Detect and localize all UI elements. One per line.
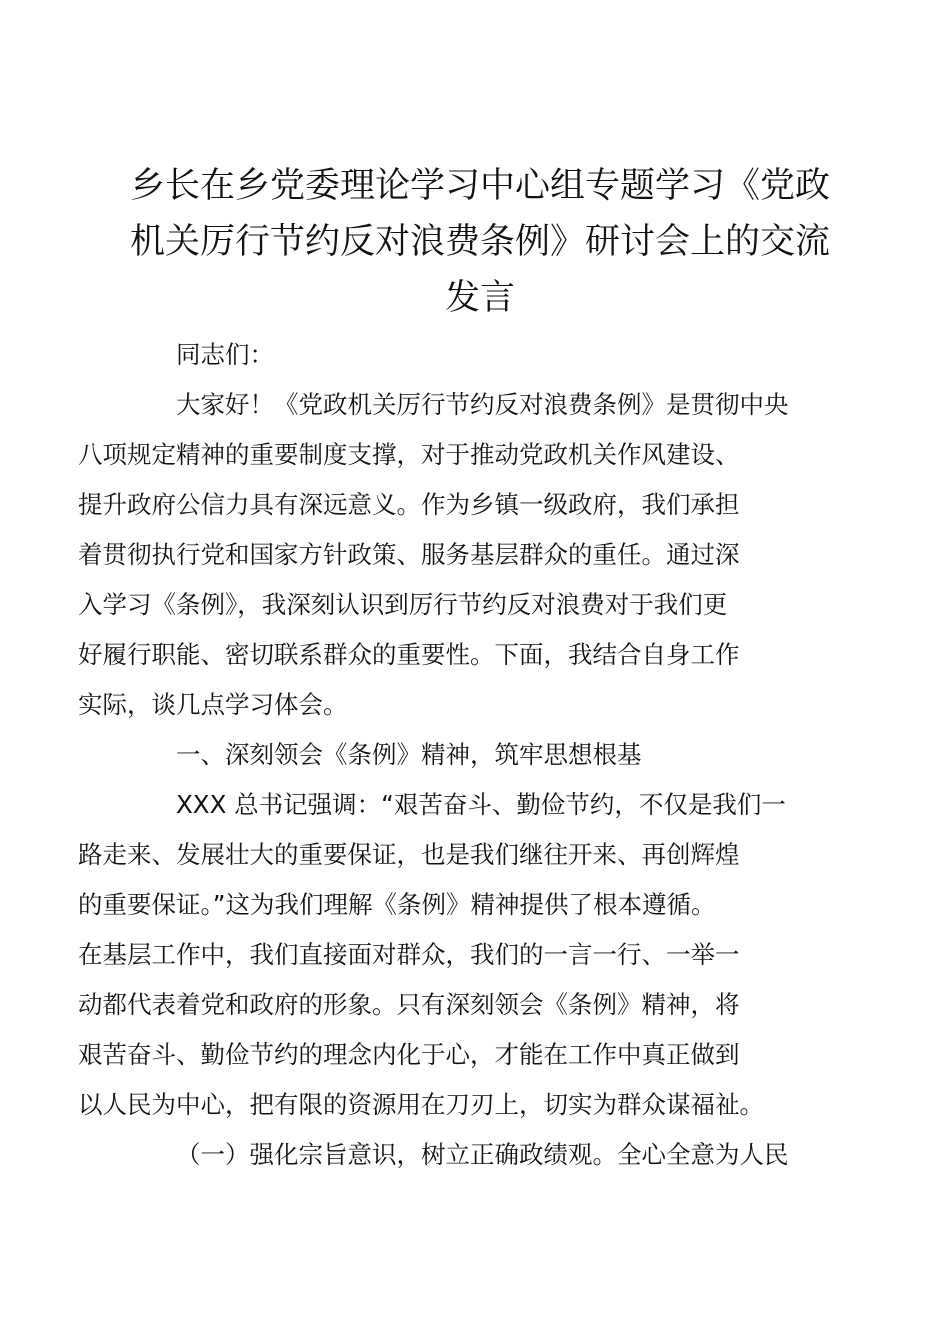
paragraph-line: 艰苦奋斗、勤俭节约的理念内化于心，才能在工作中真正做到 bbox=[78, 1040, 740, 1069]
subsection-paragraph: （一）强化宗旨意识，树立正确政绩观。全心全意为人民 bbox=[176, 1140, 789, 1169]
section-paragraph bbox=[78, 780, 837, 1130]
title-line: 乡长在乡党委理论学习中心组专题学习《党政 bbox=[129, 166, 830, 206]
title-line: 发言 bbox=[444, 278, 515, 318]
salutation: 同志们： bbox=[176, 340, 274, 369]
paragraph-line: 八项规定精神的重要制度支撑，对于推动党政机关作风建设、 bbox=[78, 440, 740, 469]
section-heading: 一、深刻领会《条例》精神，筑牢思想根基 bbox=[176, 740, 642, 769]
paragraph-line: 入学习《条例》，我深刻认识到厉行节约反对浪费对于我们更 bbox=[78, 590, 728, 619]
document-title bbox=[120, 158, 840, 326]
paragraph-line: 大家好！《党政机关厉行节约反对浪费条例》是贯彻中央 bbox=[176, 390, 789, 419]
paragraph-line: 路走来、发展壮大的重要保证，也是我们继往开来、再创辉煌 bbox=[78, 840, 740, 869]
intro-paragraph bbox=[78, 380, 837, 730]
paragraph-line: 实际，谈几点学习体会。 bbox=[78, 690, 348, 719]
paragraph-line: XXX 总书记强调：“艰苦奋斗、勤俭节约，不仅是我们一 bbox=[176, 790, 786, 819]
document-body bbox=[78, 330, 837, 1180]
paragraph-line: 动都代表着党和政府的形象。只有深刻领会《条例》精神，将 bbox=[78, 990, 740, 1019]
paragraph-line: 提升政府公信力具有深远意义。作为乡镇一级政府，我们承担 bbox=[78, 490, 740, 519]
paragraph-line: 好履行职能、密切联系群众的重要性。下面，我结合自身工作 bbox=[78, 640, 740, 669]
paragraph-line: 在基层工作中，我们直接面对群众，我们的一言一行、一举一 bbox=[78, 940, 740, 969]
title-line: 机关厉行节约反对浪费条例》研讨会上的交流 bbox=[129, 222, 830, 262]
paragraph-line: 的重要保证。”这为我们理解《条例》精神提供了根本遵循。 bbox=[78, 890, 716, 919]
paragraph-line: 以人民为中心，把有限的资源用在刀刃上，切实为群众谋福祉。 bbox=[78, 1090, 764, 1119]
paragraph-line: 着贯彻执行党和国家方针政策、服务基层群众的重任。通过深 bbox=[78, 540, 740, 569]
